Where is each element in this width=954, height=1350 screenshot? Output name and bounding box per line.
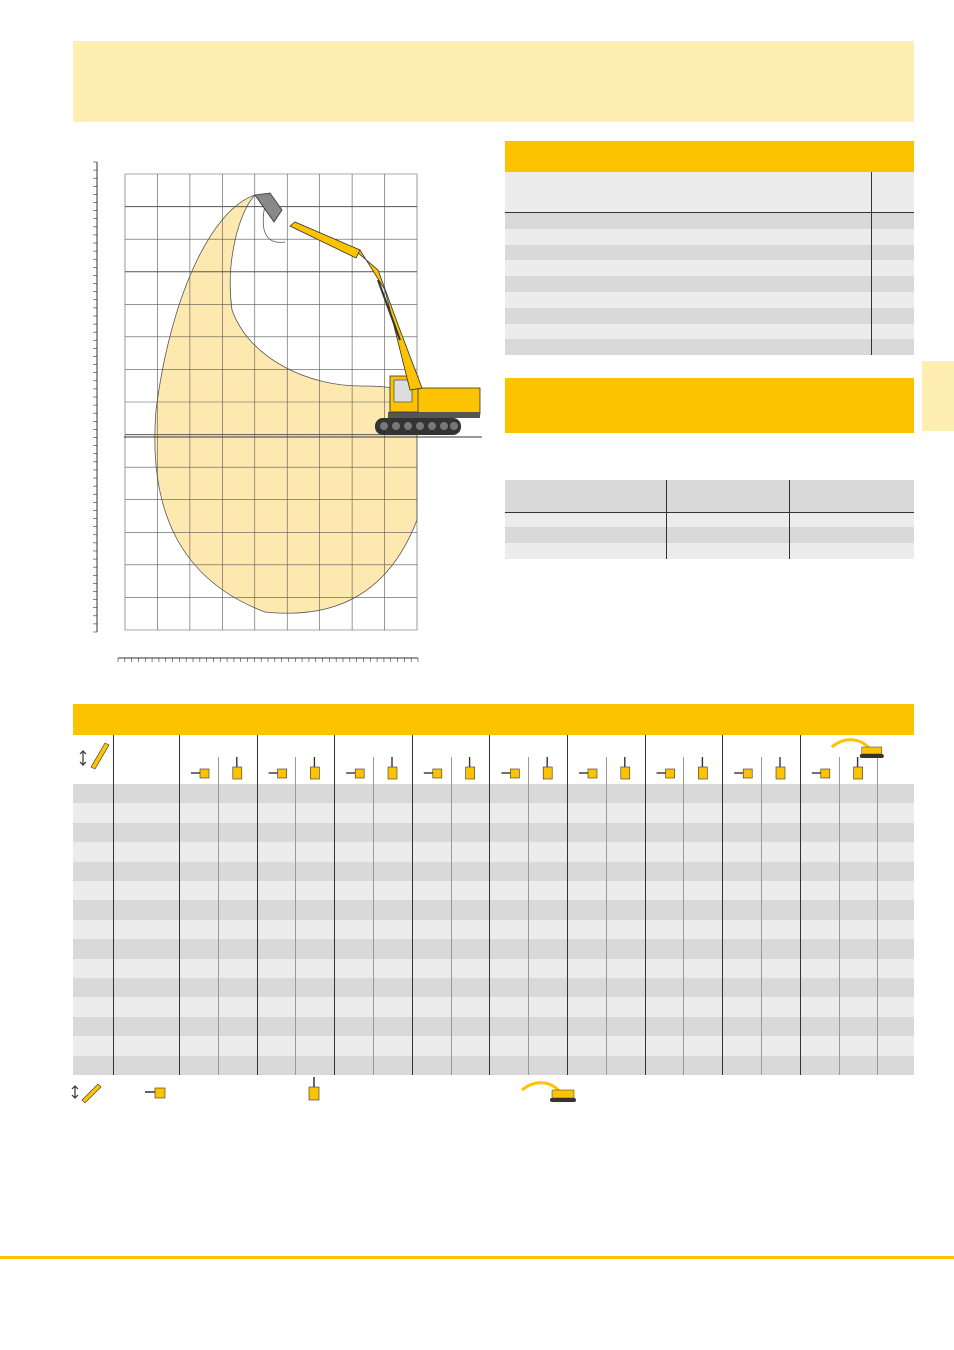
- dimensions-table-header: [505, 172, 914, 212]
- lift-capacity-row: [73, 900, 914, 919]
- lift-capacity-subcolumn-rule: [295, 757, 296, 1075]
- lift-capacity-row: [73, 862, 914, 881]
- stick-height-icon: [80, 743, 109, 769]
- lift-capacity-row: [73, 842, 914, 861]
- dimensions-table-row: [505, 229, 914, 245]
- lift-over-front-icon: [424, 769, 442, 778]
- section-side-tab: [922, 361, 954, 431]
- lift-over-side-icon: [310, 757, 319, 779]
- lift-capacity-row: [73, 823, 914, 842]
- excavator-max-reach-icon: [522, 1083, 576, 1102]
- lift-capacity-group-rule: [412, 735, 413, 1075]
- dimensions-table-row: [505, 245, 914, 261]
- lift-over-front-icon: [269, 769, 287, 778]
- horizontal-scale: [118, 658, 418, 662]
- dimensions-table-row: [505, 308, 914, 324]
- lift-over-front-icon: [812, 769, 830, 778]
- excavator-max-reach-icon: [832, 740, 884, 758]
- lift-over-front-icon: [191, 769, 209, 778]
- lift-over-front-icon: [734, 769, 752, 778]
- lift-capacity-row: [73, 920, 914, 939]
- lift-over-side-icon: [854, 757, 863, 779]
- lift-capacity-subcolumn-rule: [683, 757, 684, 1075]
- lift-capacity-group-rule: [257, 735, 258, 1075]
- lift-over-side-icon: [233, 757, 242, 779]
- lift-over-side-icon: [309, 1077, 319, 1100]
- operating-weight-table-header: [505, 480, 914, 512]
- lift-over-front-icon: [579, 769, 597, 778]
- lift-over-front-icon: [501, 769, 519, 778]
- operating-weight-title-bar: [505, 378, 914, 433]
- lift-capacity-row: [73, 784, 914, 803]
- lift-capacity-group-rule: [489, 735, 490, 1075]
- digging-envelope-diagram: [60, 150, 500, 670]
- lift-capacity-group-rule: [567, 735, 568, 1075]
- lift-over-side-icon: [621, 757, 630, 779]
- lift-capacity-row: [73, 1036, 914, 1055]
- vertical-scale: [93, 162, 97, 632]
- lift-capacity-subcolumn-rule: [528, 757, 529, 1075]
- lift-capacity-title-bar: [73, 704, 914, 735]
- dimensions-table-row: [505, 276, 914, 292]
- lift-capacity-row: [73, 881, 914, 900]
- lift-capacity-subcolumn-rule: [451, 757, 452, 1075]
- lift-over-side-icon: [543, 757, 552, 779]
- lift-capacity-row: [73, 1056, 914, 1075]
- lift-capacity-legend: [70, 1076, 590, 1106]
- operating-weight-column-rule: [789, 480, 790, 559]
- lift-capacity-header: [73, 735, 914, 784]
- lift-capacity-group-rule: [800, 735, 801, 1075]
- footer-rule: [0, 1256, 954, 1259]
- lift-capacity-row: [73, 997, 914, 1016]
- operating-weight-row: [505, 543, 914, 559]
- dimensions-table-row: [505, 292, 914, 308]
- dimensions-table-row: [505, 260, 914, 276]
- lift-capacity-column-rule: [113, 735, 114, 1075]
- lift-capacity-subcolumn-rule: [761, 757, 762, 1075]
- dimensions-table-row: [505, 339, 914, 355]
- header-band: [73, 41, 914, 122]
- lift-over-side-icon: [388, 757, 397, 779]
- lift-over-side-icon: [776, 757, 785, 779]
- lift-capacity-row: [73, 1017, 914, 1036]
- operating-weight-row: [505, 527, 914, 543]
- dimensions-table-row: [505, 324, 914, 340]
- lift-capacity-group-rule: [645, 735, 646, 1075]
- lift-capacity-subcolumn-rule: [877, 757, 878, 1075]
- lift-capacity-row: [73, 803, 914, 822]
- dimensions-table-column-rule: [871, 172, 872, 355]
- stick-height-icon: [72, 1084, 101, 1103]
- lift-capacity-group-rule: [334, 735, 335, 1075]
- lift-over-front-icon: [346, 769, 364, 778]
- lift-over-front-icon: [145, 1088, 165, 1098]
- lift-capacity-group-rule: [722, 735, 723, 1075]
- dimensions-table-title-bar: [505, 141, 914, 172]
- lift-over-side-icon: [698, 757, 707, 779]
- lift-capacity-subcolumn-rule: [218, 757, 219, 1075]
- digging-envelope-area: [155, 195, 417, 613]
- operating-weight-column-rule: [666, 480, 667, 559]
- operating-weight-row: [505, 513, 914, 527]
- lift-capacity-subcolumn-rule: [373, 757, 374, 1075]
- lift-capacity-subcolumn-rule: [839, 757, 840, 1075]
- lift-capacity-row: [73, 978, 914, 997]
- lift-over-front-icon: [657, 769, 675, 778]
- lift-over-side-icon: [466, 757, 475, 779]
- lift-capacity-group-rule: [179, 735, 180, 1075]
- dimensions-table-row: [505, 213, 914, 229]
- lift-capacity-row: [73, 939, 914, 958]
- lift-capacity-row: [73, 959, 914, 978]
- lift-capacity-subcolumn-rule: [606, 757, 607, 1075]
